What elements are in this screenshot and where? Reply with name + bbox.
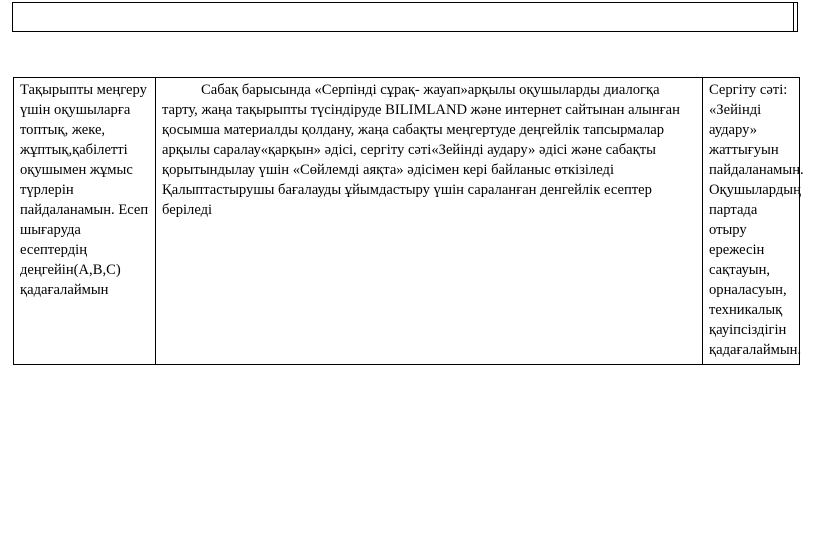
cell-teaching-methods-text: Тақырыпты меңгеру үшін оқушыларға топтық, жеке, жұптық,қабілетті оқушымен жұмыс түрлерін пайдаланамын. Есеп шығаруда есептердің деңгейін(A,B,C) қадағалаймын xyxy=(20,82,149,298)
cell-lesson-activities xyxy=(156,78,703,365)
header-box-divider xyxy=(793,3,794,31)
cell-teaching-methods xyxy=(14,78,156,365)
cell-safety-notes xyxy=(703,78,804,365)
table-row xyxy=(14,78,800,365)
lesson-plan-table xyxy=(13,77,804,365)
cell-safety-notes-text: Сергіту сәті: «Зейінді аудару» жаттығуын пайдаланамын. Оқушылардың партада отыру ережесін сақтауын, орналасуын, техникалық қауіпсіздігін қадағалаймын. xyxy=(709,82,804,358)
cell-lesson-activities-text: Сабақ барысында «Серпінді сұрақ- жауап»арқылы оқушыларды диалогқа тарту, жаңа тақырыпты түсіндіруде BILIMLAND және интернет сайтынан алынған қосымша материалды қолдану, жаңа сабақты меңгертуде деңгейлік тапсырмалар арқылы саралау«қарқын» әдісі, сергіту сәті«Зейінді аудару» әдісі және сабақты қорытындылау үшін «Сөйлемді аяқта» әдісімен кері байланыс өткізіледі Қалыптастырушы бағалауды ұйымдастыру үшін сараланған денгейлік есептер беріледі xyxy=(162,82,680,218)
header-box xyxy=(12,2,798,32)
